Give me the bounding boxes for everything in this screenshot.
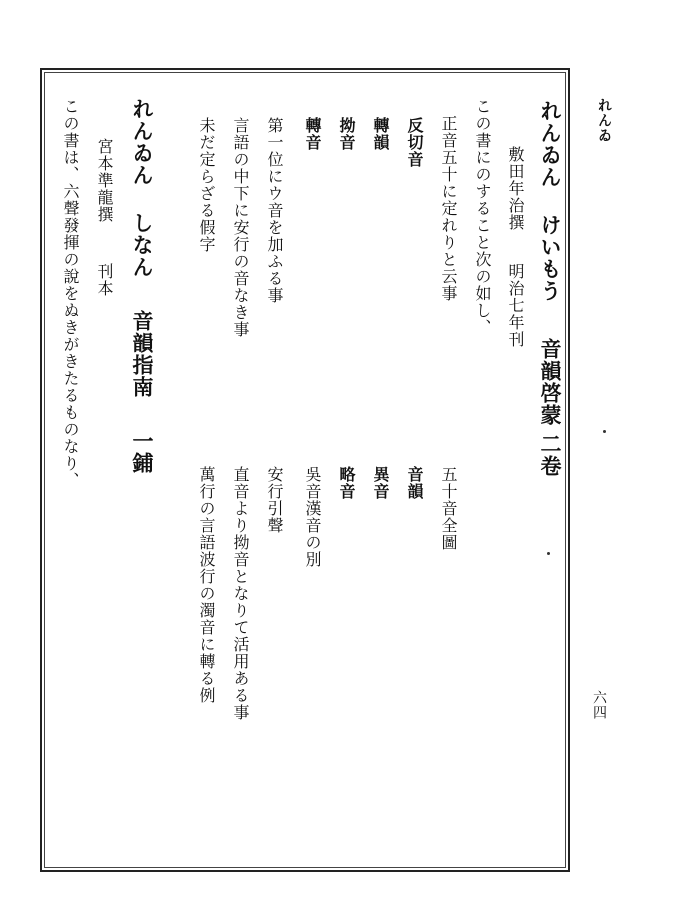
entry1-title-kanji: 音韻啓蒙	[538, 338, 563, 426]
entry1-author: 敷田年治撰	[506, 146, 525, 231]
entry1-topic-top-6: 第一位にウ音を加ふる事	[265, 117, 284, 304]
entry1-volumes: 二卷	[538, 433, 563, 477]
entry1-topic-top-7: 言語の中下に安行の音なき事	[231, 117, 250, 338]
entry2-volumes: 一鋪	[130, 430, 155, 474]
entry1-year: 明治七年刊	[506, 263, 525, 348]
entry2-title-kanji: 音韻指南	[130, 310, 155, 398]
entry1-topic-bottom-6: 安行引聲	[265, 466, 284, 534]
page-number: 六四	[591, 690, 607, 720]
entry1-topic-bottom-4: 略音	[337, 466, 356, 500]
running-head: れんゐ	[596, 98, 612, 143]
entry1-topic-top-8: 未だ定らざる假字	[197, 117, 216, 253]
entry1-topic-top-5: 轉音	[303, 117, 322, 151]
print-speck	[603, 430, 606, 433]
print-speck	[547, 552, 550, 555]
entry1-topic-top-2: 反切音	[405, 117, 424, 168]
entry1-topic-top-1: 正音五十に定れりと云事	[439, 115, 458, 302]
entry1-topic-top-3: 轉韻	[371, 117, 390, 151]
entry2-author: 宮本準龍撰	[95, 138, 114, 223]
entry1-topic-bottom-8: 萬行の言語波行の濁音に轉る例	[197, 466, 216, 704]
entry1-topic-top-4: 拗音	[337, 117, 356, 151]
entry1-topic-bottom-1: 五十音全圖	[439, 466, 458, 551]
entry1-topic-bottom-2: 音韻	[405, 466, 424, 500]
entry1-topic-bottom-7: 直音より拗音となりて活用ある事	[231, 466, 250, 721]
entry1-title-kana: れんゐん けいもう	[538, 100, 563, 302]
entry1-topic-bottom-3: 異音	[371, 466, 390, 500]
entry1-topic-bottom-5: 吳音漢音の別	[303, 466, 322, 568]
entry1-intro: この書にのすること次の如し、	[473, 98, 492, 336]
entry2-description: この書は、六聲發揮の說をぬきがきたるものなり、	[61, 98, 80, 489]
entry2-edition: 刊本	[95, 263, 114, 297]
entry2-title-kana: れんゐん しなん	[130, 98, 155, 278]
